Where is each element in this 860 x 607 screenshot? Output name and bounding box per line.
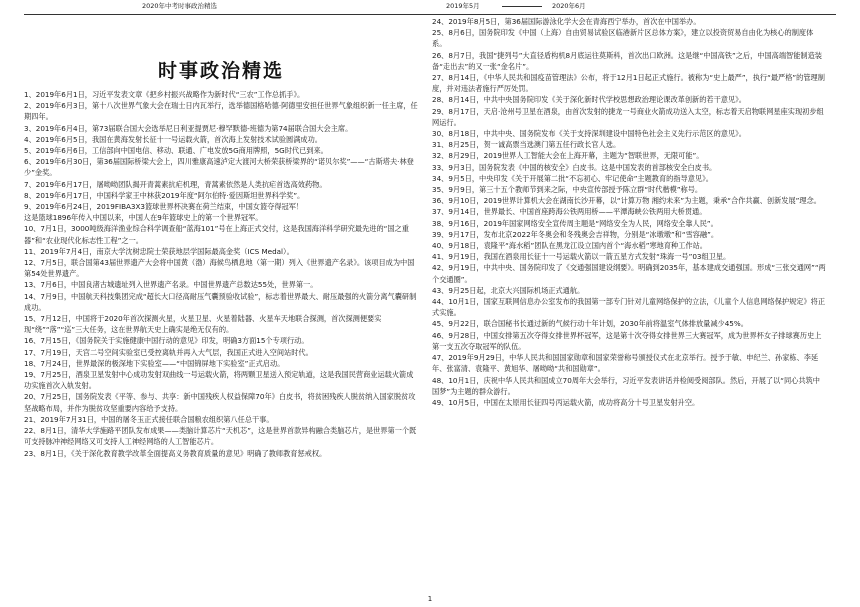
news-item: 17、7月19日，天宫二号空间实验室已受控离轨并再入大气层，我国正式进入空间站时代。 — [24, 347, 313, 357]
news-item: 30、8月18日，中共中央、国务院发布《关于支持深圳建设中国特色社会主义先行示范区的意见》。 — [432, 129, 746, 139]
news-item: 27、8月14日，《中华人民共和国疫苗管理法》公布，将于12月1日起正式施行。被称为“史上最严”，执行“最严格”的管理制度，并对违法者施行严厉处罚。 — [432, 73, 825, 94]
news-item: 26、8月7日，我国“捷列号”大直径盾构机8月底运往莫斯科，首次出口欧洲。这是继“中国高铁”之后，中国高端智能制造装备“走出去”的又一张“金名片”。 — [432, 50, 822, 71]
news-item: 34、9月5日，中央印发《关于开展第二批“不忘初心、牢记使命”主题教育的指导意见》。 — [432, 173, 713, 183]
right-column — [432, 16, 826, 408]
news-item: 36、9月10日，2019世界计算机大会在湖南长沙开幕，以“计算万物 湘约未来”为主题，秉承“合作共赢、创新发展”理念。 — [432, 196, 821, 206]
news-item: 43、9月25日起，北京大兴国际机场正式通航。 — [432, 285, 585, 295]
news-item: 42、9月19日，中共中央、国务院印发了《交通强国建设纲要》。明确到2035年，基本建成交通强国。形成“三张交通网”“两个交通圈”。 — [432, 263, 826, 284]
news-item: 13、7月6日，中国良渚古城遗址列入世界遗产名录。中国世界遗产总数达55处，世界第一。 — [24, 280, 318, 290]
news-item: 31、8月25日，贺一诚高票当选澳门第五任行政长官人选。 — [432, 140, 621, 150]
news-item: 2、2019年6月3日，第十八次世界气象大会在瑞士日内瓦举行，选举德国格哈德·阿德里安担任世界气象组织新一任主席，任期四年。 — [24, 101, 418, 122]
news-item: 5、2019年6月6日，工信部向中国电信、移动、联通、广电发放5G商用牌照，5G时代已到来。 — [24, 146, 328, 156]
news-item: 39、9月17日，发布北京2022年冬奥会和冬残奥会吉祥物，分别是“冰墩墩”和“雪容融”。 — [432, 229, 719, 239]
news-item: 8、2019年6月17日，中国科学家王中林获2019年度“阿尔伯特·爱因斯坦世界科学奖”。 — [24, 190, 305, 200]
news-item: 37、9月14日，世界最长、中国首座跨海公铁两用桥——平潭海峡公铁两用大桥贯通。 — [432, 207, 707, 217]
left-item-list — [24, 89, 418, 459]
news-item: 19、7月25日，酒泉卫星发射中心成功发射双曲线一号运载火箭，将两颗卫星送入预定轨道，这是我国民营商业运载火箭成功实施首次入轨发射。 — [24, 370, 414, 391]
news-item: 这是篮球1896年传入中国以来，中国人在9年篮球史上的第一个世界冠军。 — [24, 213, 263, 223]
news-item: 11、2019年7月4日，南京大学沈树忠院士荣获地层学国际最高金奖（ICS Medal）。 — [24, 246, 294, 256]
news-item: 1、2019年6月1日，习近平发表文章《把乡村振兴战略作为新时代“三农”工作总抓手》。 — [24, 90, 305, 99]
news-item: 9、2019年6月24日，2019FIBA3X3篮球世界杯决赛在荷兰结束，中国女篮夺得冠军！ — [24, 202, 304, 212]
header-middle: 2019年5月 — [446, 2, 480, 10]
page-title: 时事政治精选 — [157, 60, 284, 82]
right-item-list — [432, 16, 826, 408]
news-item: 32、8月29日，2019世界人工智能大会在上海开幕，主题为“智联世界，无限可能”。 — [432, 151, 704, 161]
news-item: 14、7月9日，中国航天科技集团完成“超长大口径高耐压气囊预验收试验”，标志着世界最大、耐压最强的火箭分离气囊研制成功。 — [24, 291, 417, 312]
news-item: 25、8月6日，国务院印发《中国（上海）自由贸易试验区临港新片区总体方案》，建立以投资贸易自由化为核心的制度体系。 — [432, 28, 814, 49]
news-item: 29、8月17日，天启·沧州号卫星在酒泉，由首次发射的捷龙一号商业火箭成功送入太空，标志着天启物联网星座实现初步组网运行。 — [432, 106, 824, 127]
header-right: 2020年6月 — [552, 2, 586, 10]
news-item: 18、7月24日，世界最深的极深地下实验室——“中国锦屏地下实验室”正式启动。 — [24, 358, 285, 368]
news-item: 41、9月19日，我国在酒泉用长征十一号运载火箭以一箭五星方式发射“珠海一号”03组卫星。 — [432, 252, 731, 262]
news-item: 33、9月3日，国务院发表《中国的核安全》白皮书。这是中国发表的首部核安全白皮书。 — [432, 162, 717, 172]
news-item: 45、9月22日，联合国秘书长通过新的气候行动十年计划，2030年前将温室气体排放量减少45%。 — [432, 319, 748, 329]
news-item: 3、2019年6月4日，第73届联合国大会选举尼日利亚提贾尼·穆罕默德-班德为第74届联合国大会主席。 — [24, 123, 353, 133]
news-item: 10、7月1日，3000吨级海洋渔业综合科学调查船“蓝海101”号在上海正式交付，这是我国海洋科学研究最先进的“国之重器”和“农业现代化标志性工程”之一。 — [24, 224, 409, 245]
page-header — [24, 0, 836, 15]
news-item: 28、8月14日，中共中央国务院印发《关于深化新时代学校思想政治理论课改革创新的若干意见》。 — [432, 95, 746, 105]
header-dash — [502, 6, 542, 7]
news-item: 35、9月9日，第三十五个教师节到来之际，中央宣传部授予陈立群“时代楷模”称号。 — [432, 185, 703, 195]
news-item: 23、8月1日，《关于深化教育教学改革全面提高义务教育质量的意见》明确了教师教育惩戒权。 — [24, 448, 327, 458]
page-number: 1 — [427, 595, 433, 603]
news-item: 12、7月5日，联合国第43届世界遗产大会将中国黄（渤）海候鸟栖息地（第一期）列入《世界遗产名录》。该项目成为中国第54处世界遗产。 — [24, 258, 415, 279]
news-item: 38、9月16日，2019年国家网络安全宣传周主题是“网络安全为人民，网络安全靠人民”。 — [432, 218, 718, 228]
news-item: 21、2019年7月31日，中国的屠冬玉正式接任联合国粮农组织第八任总干事。 — [24, 414, 274, 424]
news-item: 49、10月5日，中国在太原用长征四号丙运载火箭，成功将高分十号卫星发射升空。 — [432, 397, 700, 407]
news-item: 20、7月25日，国务院发表《平等、参与、共享：新中国残疾人权益保障70年》白皮书，将贫困残疾人脱贫纳入国家脱贫攻坚战略布局，并作为脱贫攻坚重要内容给予支持。 — [24, 392, 416, 413]
news-item: 44、10月1日，国家互联网信息办公室发布的我国第一部专门针对儿童网络保护的立法，《儿童个人信息网络保护规定》将正式实施。 — [432, 297, 826, 318]
header-left: 2020年中考时事政治精选 — [142, 2, 218, 10]
news-item: 4、2019年6月5日，我国在黄海发射长征十一号运载火箭，首次海上发射技术试验圆满成功。 — [24, 134, 322, 144]
news-item: 22、8月1日，清华大学施路平团队发布成果——类脑计算芯片“天机芯”，这是世界首款异构融合类脑芯片，是世界第一个既可支持脉冲神经网络又可支持人工神经网络的人工智能芯片。 — [24, 426, 417, 447]
news-item: 24、2019年8月5日，第36届国际游泳化学大会在青海西宁举办，首次在中国举办。 — [432, 17, 701, 26]
news-item: 46、9月28日，中国女排第五次夺得女排世界杯冠军，这是第十次夺得女排世界三大赛冠军，成为世界杯女子排球赛历史上第一支五次夺取冠军的队伍。 — [432, 330, 822, 351]
news-item: 40、9月18日，袁隆平“海水稻”团队在黑龙江设立国内首个“海水稻”寒地育种工作站。 — [432, 241, 707, 251]
news-item: 48、10月1日，庆祝中华人民共和国成立70周年大会举行，习近平发表讲话并检阅受阅部队。然后，开展了以“同心共筑中国梦”为主题的群众游行。 — [432, 375, 820, 396]
news-item: 7、2019年6月17日，屠呦呦团队揭开青蒿素抗疟机理，青蒿素依然是人类抗疟首选高效药物。 — [24, 179, 327, 189]
left-column — [24, 16, 418, 459]
news-item: 16、7月15日，《国务院关于实施健康中国行动的意见》印发，明确3方面15个专项行动。 — [24, 336, 309, 346]
news-item: 6、2019年6月30日，第36届国际桥梁大会上，四川雅康高速泸定大渡河大桥荣获桥梁界的“诺贝尔奖”——“古斯塔夫·林登少”金奖。 — [24, 157, 414, 178]
news-item: 47、2019年9月29日，中华人民共和国国家勋章和国家荣誉称号颁授仪式在北京举行。授予于敏、申纪兰、孙家栋、李延年、张富清、袁隆平、黄旭华、屠呦呦“共和国勋章”。 — [432, 353, 819, 374]
news-item: 15、7月12日，中国将于2020年首次探测火星，火星卫星、火星着陆器、火星车天地联合探测，首次探测便要实现“绕”“落”“巡”三大任务，这在世界航天史上确实是绝无仅有的。 — [24, 314, 382, 335]
